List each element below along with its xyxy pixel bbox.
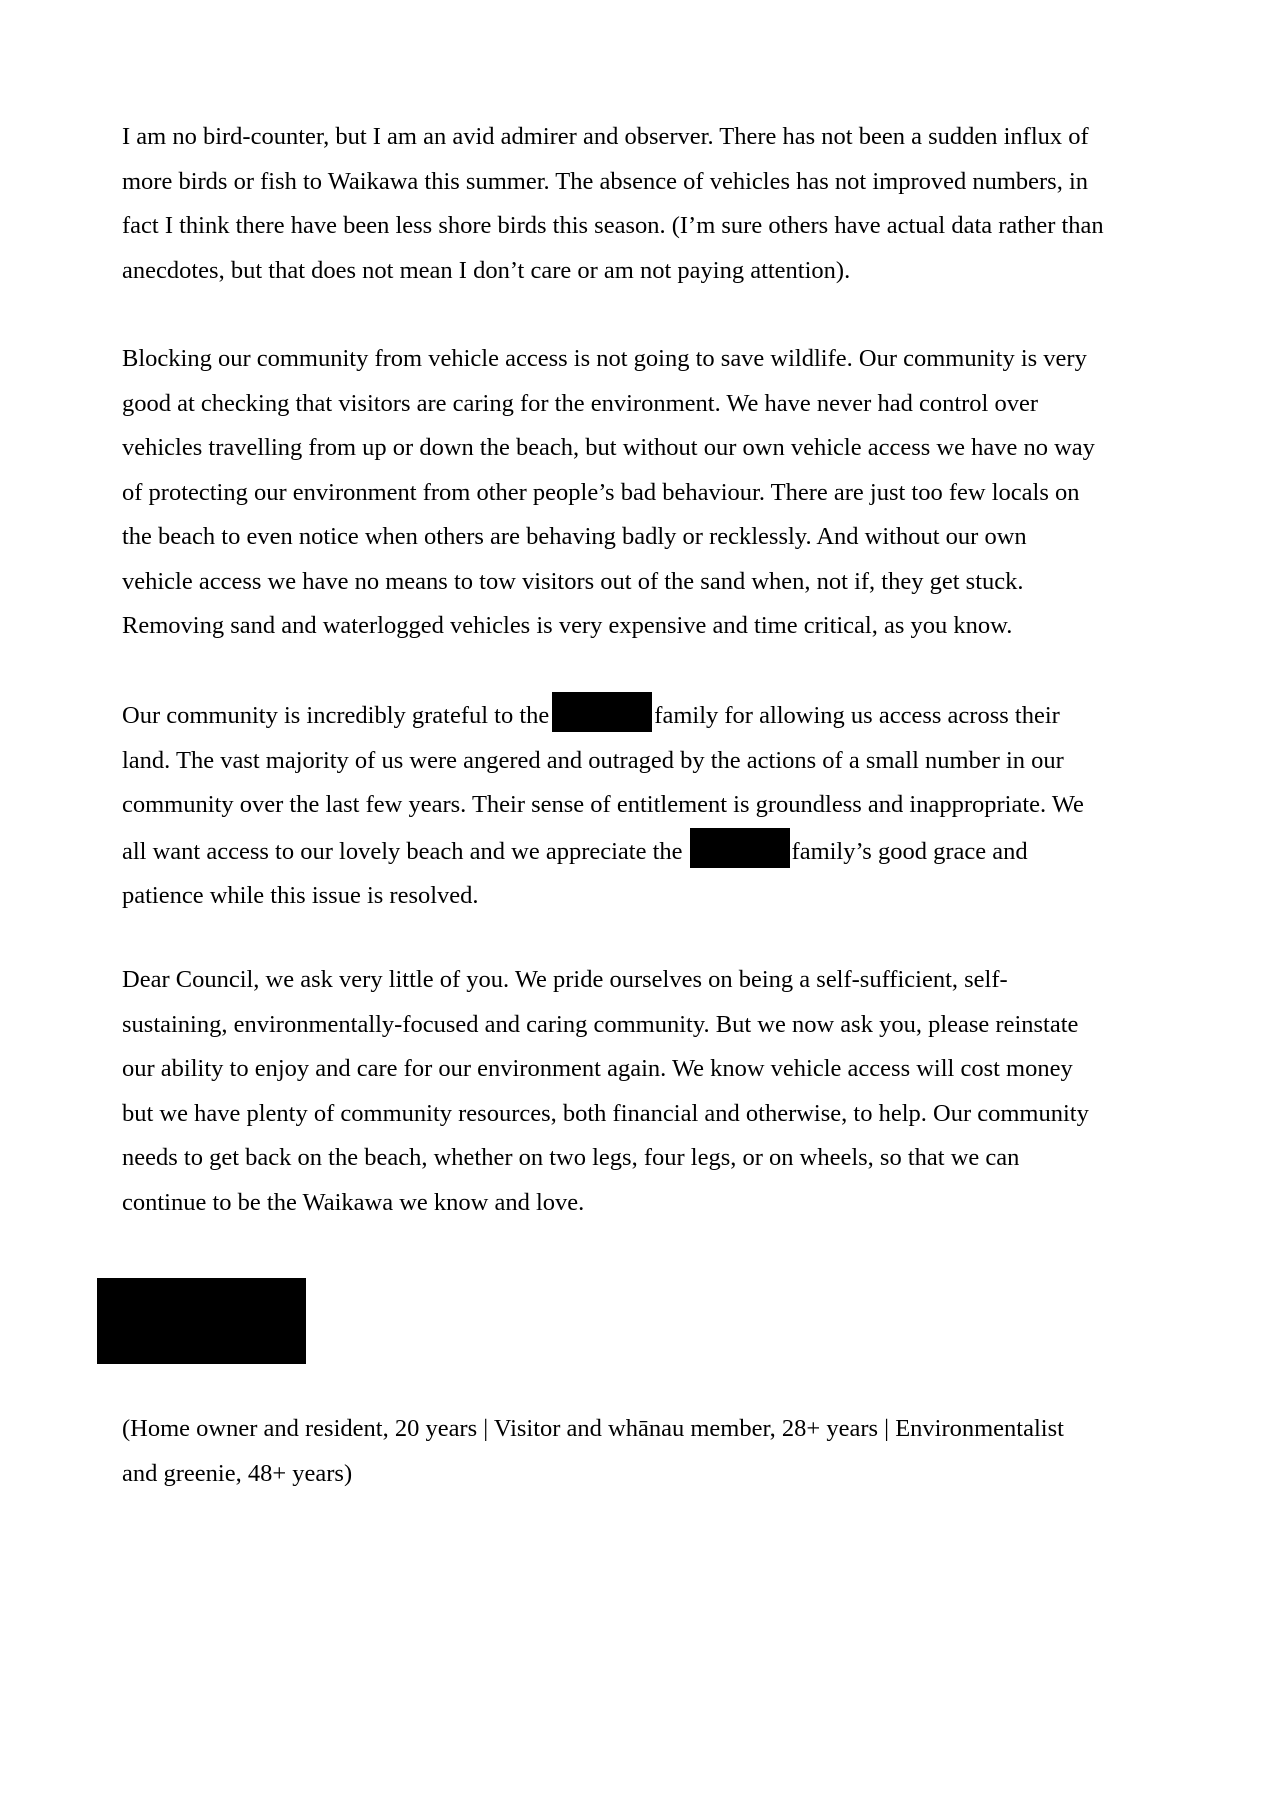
paragraph-gratitude xyxy=(122,692,1182,919)
redaction-box xyxy=(690,828,790,868)
text-line: sustaining, environmentally-focused and caring community. But we now ask you, please reinstate xyxy=(122,1010,1079,1038)
text-line: patience while this issue is resolved. xyxy=(122,882,479,909)
text-segment: Our community is incredibly grateful to the xyxy=(122,702,550,729)
text-line: land. The vast majority of us were angered and outraged by the actions of a small number in our xyxy=(122,746,1064,774)
text-line: Removing sand and waterlogged vehicles is very expensive and time critical, as you know. xyxy=(122,612,1013,639)
paragraph-vehicle-access xyxy=(122,337,1182,649)
text-line: fact I think there have been less shore birds this season. (I’m sure others have actual data rather than xyxy=(122,212,1104,239)
text-line: Dear Council, we ask very little of you. We pride ourselves on being a self-sufficient, self- xyxy=(122,966,1008,993)
redaction-box xyxy=(552,692,652,732)
text-line: our ability to enjoy and care for our environment again. We know vehicle access will cost money xyxy=(122,1055,1073,1082)
text-segment: family’s good grace and xyxy=(791,837,1028,865)
text-line: good at checking that visitors are caring for the environment. We have never had control over xyxy=(122,389,1038,417)
text-line: needs to get back on the beach, whether on two legs, four legs, or on wheels, so that we can xyxy=(122,1144,1020,1171)
text-line: but we have plenty of community resources, both financial and otherwise, to help. Our community xyxy=(122,1099,1089,1127)
text-line: anecdotes, but that does not mean I don’t care or am not paying attention). xyxy=(122,256,851,284)
author-credentials xyxy=(122,1407,1182,1496)
text-line: Blocking our community from vehicle access is not going to save wildlife. Our community is very xyxy=(122,345,1087,372)
text-line xyxy=(122,692,1182,739)
paragraph-birds xyxy=(122,115,1182,293)
text-segment: family for allowing us access across their xyxy=(654,702,1060,729)
text-line: (Home owner and resident, 20 years | Visitor and whānau member, 28+ years | Environmentalist xyxy=(122,1415,1064,1442)
text-line: community over the last few years. Their sense of entitlement is groundless and inappropriate. We xyxy=(122,791,1084,818)
redacted-signature xyxy=(97,1278,306,1364)
text-line xyxy=(122,828,1182,875)
text-line: and greenie, 48+ years) xyxy=(122,1459,353,1487)
text-line: the beach to even notice when others are behaving badly or recklessly. And without our own xyxy=(122,523,1027,550)
text-line: of protecting our environment from other people’s bad behaviour. There are just too few locals on xyxy=(122,478,1080,506)
text-line: more birds or fish to Waikawa this summer. The absence of vehicles has not improved numbers, in xyxy=(122,167,1089,195)
text-line: vehicles travelling from up or down the beach, but without our own vehicle access we have no way xyxy=(122,434,1095,461)
text-line: continue to be the Waikawa we know and love. xyxy=(122,1188,585,1216)
text-line: vehicle access we have no means to tow visitors out of the sand when, not if, they get stuck. xyxy=(122,567,1024,595)
paragraph-request-to-council xyxy=(122,958,1182,1225)
text-line: I am no bird-counter, but I am an avid admirer and observer. There has not been a sudden influx of xyxy=(122,123,1089,150)
text-segment: all want access to our lovely beach and we appreciate the xyxy=(122,837,683,865)
